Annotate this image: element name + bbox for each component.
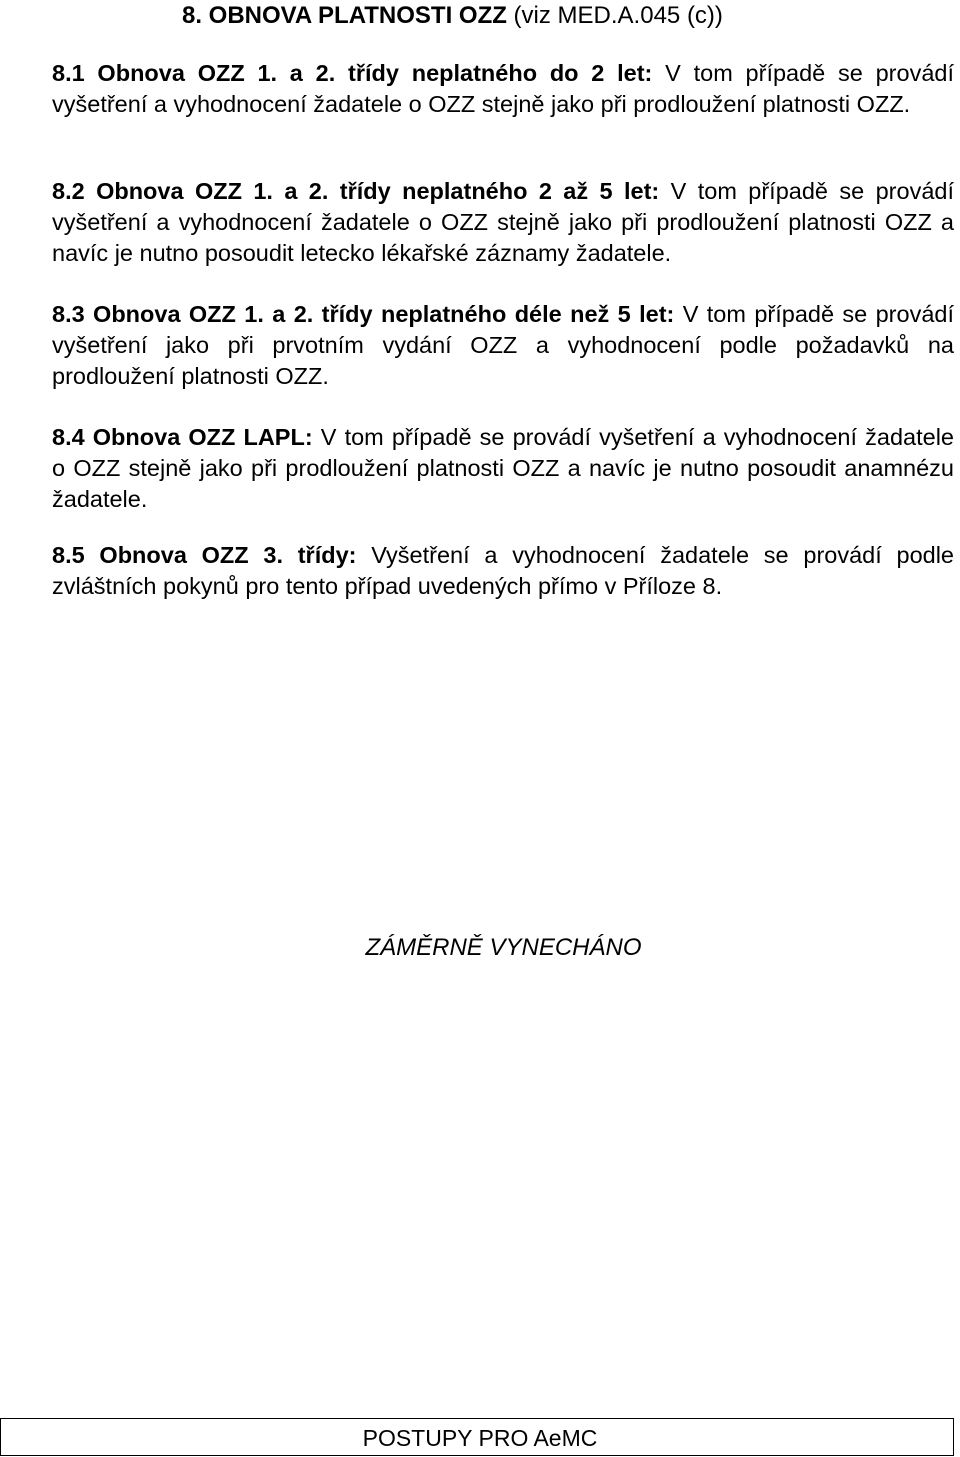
paragraph-body: Vyšetření a vyhodnocení žadatele se provádí podle zvláštních pokynů pro tento případ uvedených přímo v Příloze 8. <box>52 542 954 599</box>
paragraph-body: V tom případě se provádí vyšetření a vyhodnocení žadatele o OZZ stejně jako při prodloužení platnosti OZZ a navíc je nutno posoudit letecko lékařské záznamy žadatele. <box>52 178 954 266</box>
intentionally-omitted-note: ZÁMĚRNĚ VYNECHÁNO <box>365 934 642 961</box>
section-heading-reference: (viz MED.A.045 (c)) <box>506 2 723 29</box>
paragraph-body: V tom případě se provádí vyšetření jako při prvotním vydání OZZ a vyhodnocení podle požadavků na prodloužení platnosti OZZ. <box>52 301 954 389</box>
paragraph-8-2 <box>52 176 954 269</box>
paragraph-body: V tom případě se provádí vyšetření a vyhodnocení žadatele o OZZ stejně jako při prodloužení platnosti OZZ a navíc je nutno posoudit anamnézu žadatele. <box>52 424 954 512</box>
paragraph-body: V tom případě se provádí vyšetření a vyhodnocení žadatele o OZZ stejně jako při prodloužení platnosti OZZ. <box>52 60 954 117</box>
paragraph-8-4 <box>52 422 954 515</box>
paragraph-8-3 <box>52 299 954 392</box>
paragraph-title: 8.2 Obnova OZZ 1. a 2. třídy neplatného 2 až 5 let: <box>52 178 660 204</box>
paragraph-title: 8.1 Obnova OZZ 1. a 2. třídy neplatného do 2 let: <box>52 60 653 86</box>
paragraph-title: 8.4 Obnova OZZ LAPL: <box>52 424 313 450</box>
section-heading <box>182 0 723 32</box>
paragraph-8-5 <box>52 540 954 602</box>
paragraph-title: 8.5 Obnova OZZ 3. třídy: <box>52 542 357 568</box>
section-heading-title: 8. OBNOVA PLATNOSTI OZZ <box>182 2 507 29</box>
paragraph-8-1 <box>52 58 954 120</box>
paragraph-title: 8.3 Obnova OZZ 1. a 2. třídy neplatného déle než 5 let: <box>52 301 675 327</box>
footer-title: POSTUPY PRO AeMC <box>362 1425 598 1451</box>
